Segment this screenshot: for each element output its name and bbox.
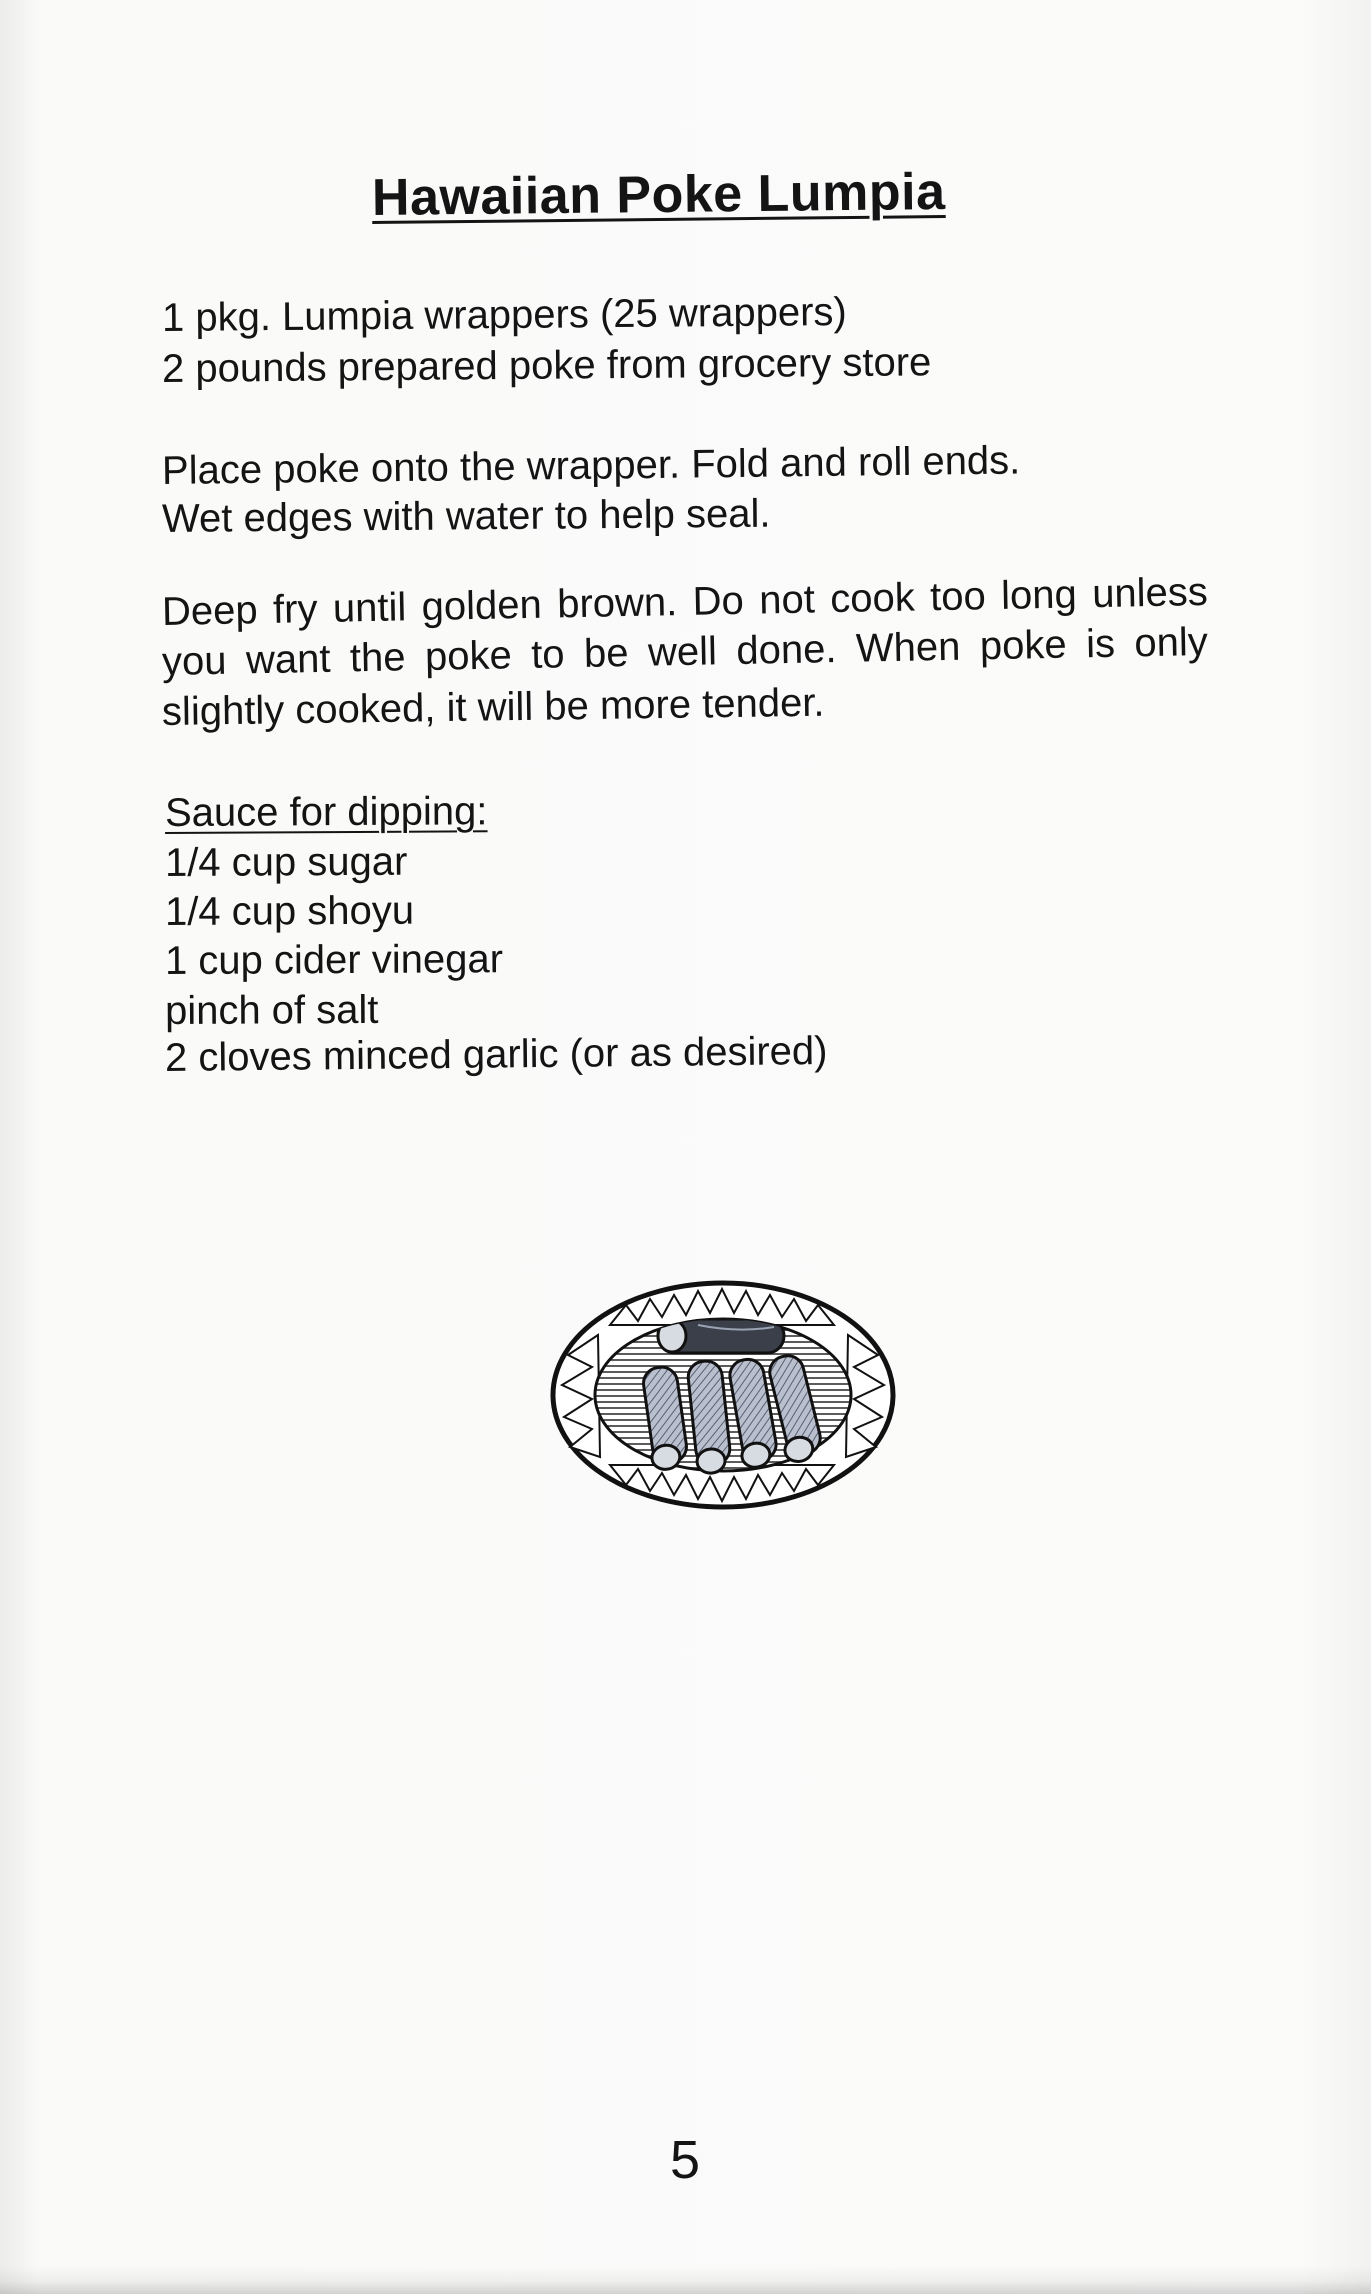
recipe-title: Hawaiian Poke Lumpia	[371, 162, 946, 227]
instruction-line: Place poke onto the wrapper. Fold and roll ends.	[161, 438, 1021, 493]
sauce-ingredient-line: 2 cloves minced garlic (or as desired)	[164, 1029, 828, 1080]
ingredient-line: 1 pkg. Lumpia wrappers (25 wrappers)	[161, 290, 847, 340]
instruction-line: Wet edges with water to help seal.	[161, 491, 771, 541]
sauce-heading: Sauce for dipping:	[164, 789, 488, 835]
sauce-ingredient-line: 1/4 cup shoyu	[164, 888, 415, 934]
instruction-line: you want the poke to be well done. When poke is only	[161, 619, 1209, 684]
page-number: 5	[670, 2130, 701, 2190]
sauce-ingredient-line: 1/4 cup sugar	[164, 839, 408, 885]
instruction-line: Deep fry until golden brown. Do not cook too long unless	[161, 569, 1209, 634]
instruction-line: slightly cooked, it will be more tender.	[161, 680, 825, 734]
lumpia-platter-icon	[548, 1275, 898, 1515]
page-edge-shadow	[0, 2266, 1371, 2294]
sauce-ingredient-line: 1 cup cider vinegar	[164, 937, 504, 983]
ingredient-line: 2 pounds prepared poke from grocery store	[161, 340, 932, 391]
sauce-ingredient-line: pinch of salt	[164, 987, 379, 1033]
